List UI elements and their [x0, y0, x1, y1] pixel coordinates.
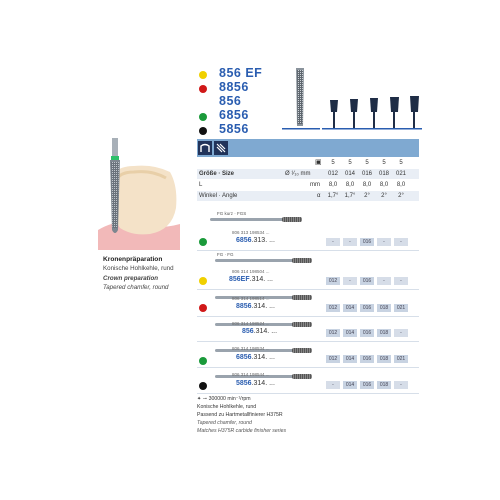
spec-cell: 2°	[381, 193, 387, 199]
order-number: 806 314 198534 ...	[232, 346, 270, 351]
spec-cell: 1,7°	[327, 193, 339, 199]
spec-cell: 8,0	[345, 182, 355, 188]
product-code-main: 6856	[236, 354, 252, 361]
shank-type-label: FG kurz · FGS	[217, 211, 247, 216]
spec-cell: 5	[382, 160, 386, 166]
size-cell: 021	[394, 355, 408, 363]
legend-item-856ef	[199, 66, 263, 82]
spec-cell: 8,0	[379, 182, 389, 188]
color-dot	[199, 127, 207, 135]
product-code-main: 856	[242, 328, 254, 335]
order-number: 806 314 198504 ...	[232, 269, 270, 274]
grit-icon	[214, 141, 228, 155]
size-cell: 016	[360, 304, 374, 312]
product-code	[236, 237, 275, 244]
size-cell: 016	[360, 355, 374, 363]
size-cell: 018	[377, 329, 391, 337]
spec-cell: 5	[348, 160, 352, 166]
speed-note	[197, 396, 251, 402]
shank-type-label: FG · FG	[217, 252, 234, 257]
spec-cell: 1,7°	[344, 193, 356, 199]
spec-cell: 5	[365, 160, 369, 166]
size-cell: 016	[360, 238, 374, 246]
size-cell: 016	[360, 329, 374, 337]
spec-cell: 018	[378, 171, 389, 177]
spec-label: Winkel · Angle	[199, 193, 238, 199]
color-dot	[199, 71, 207, 79]
spec-row-pack	[197, 158, 419, 168]
spec-unit: α	[317, 193, 321, 199]
color-dot	[199, 277, 207, 285]
spec-cell: 8,0	[396, 182, 406, 188]
desc-de-title: Kronenpräparation	[103, 256, 163, 263]
size-cell: -	[394, 238, 408, 246]
footer-de-1: Konische Hohlkehle, rund	[197, 404, 257, 410]
size-cell: 012	[326, 277, 340, 285]
footer-de-2: Passend zu Hartmetallfinierer H375R	[197, 412, 283, 418]
legend-code: 8856	[219, 80, 249, 94]
color-dot	[199, 304, 207, 312]
spec-cell: 8,0	[328, 182, 338, 188]
spec-label: Größe · Size	[199, 171, 235, 177]
row-separator	[197, 341, 419, 342]
spec-cell: 8,0	[362, 182, 372, 188]
color-dot	[199, 85, 207, 93]
color-dot	[199, 99, 207, 107]
spec-cell: 5	[331, 160, 335, 166]
color-dot	[199, 382, 207, 390]
legend-code: 6856	[219, 108, 249, 122]
spec-cell: 5	[399, 160, 403, 166]
order-number: 806 314 198524 ...	[232, 321, 270, 326]
product-code	[236, 354, 275, 361]
size-cell: 021	[394, 304, 408, 312]
legend-code: 856 EF	[219, 66, 263, 80]
spec-cell: 2°	[364, 193, 370, 199]
bur-image	[210, 218, 300, 221]
tooth-illustration	[98, 138, 180, 250]
size-cell: -	[394, 329, 408, 337]
color-dot	[199, 238, 207, 246]
row-separator	[197, 367, 419, 368]
legend-code: 5856	[219, 122, 249, 136]
spec-row-angle	[197, 191, 419, 201]
legend-item-6856	[199, 108, 249, 124]
speed-icon: ✦ ⊸	[197, 396, 208, 402]
product-code	[236, 303, 275, 310]
legend-item-8856	[199, 80, 249, 96]
size-cell: -	[394, 381, 408, 389]
product-code	[242, 328, 277, 335]
spec-label: ▣	[315, 159, 322, 166]
size-cell: -	[394, 277, 408, 285]
order-number: 806 314 198544 ...	[232, 372, 270, 377]
size-cell: -	[343, 277, 357, 285]
legend-item-5856	[199, 122, 249, 138]
order-number: 806 313 198534 ...	[232, 230, 270, 235]
shank-icon	[198, 141, 212, 155]
size-cell: -	[326, 238, 340, 246]
size-cell: -	[377, 238, 391, 246]
footer-en-2: Matches H375R carbide finisher series	[197, 428, 287, 434]
product-code	[229, 276, 273, 283]
desc-en-sub: Tapered chamfer, round	[103, 284, 169, 291]
product-code	[236, 380, 275, 387]
product-code-suffix: .314. ...	[249, 276, 273, 283]
product-code-suffix: .314. ...	[251, 354, 275, 361]
product-code-main: 8856	[236, 303, 252, 310]
product-code-suffix: .314. ...	[251, 303, 275, 310]
product-code-suffix: .314. ...	[251, 380, 275, 387]
spec-row-length	[197, 180, 419, 190]
product-code-suffix: .314. ...	[253, 328, 278, 335]
row-separator	[197, 250, 419, 251]
product-code-suffix: .313. ...	[251, 237, 275, 244]
spec-unit: mm	[310, 182, 320, 188]
size-cell: -	[377, 277, 391, 285]
size-cell: 018	[377, 381, 391, 389]
product-code-main: 856EF	[229, 276, 250, 283]
spec-cell: 021	[395, 171, 406, 177]
spec-cell: 014	[344, 171, 355, 177]
legend-item-856	[199, 94, 242, 110]
size-cell: -	[343, 238, 357, 246]
size-cell: -	[326, 381, 340, 389]
row-separator	[197, 289, 419, 290]
size-cell: 016	[360, 381, 374, 389]
size-cell: 014	[343, 304, 357, 312]
size-cell: 012	[326, 329, 340, 337]
speed-value: 300000 min⁻¹/rpm	[208, 396, 251, 402]
bur-image	[215, 259, 310, 262]
desc-de-sub: Konische Hohlkehle, rund	[103, 265, 174, 272]
spec-unit: Ø ¹⁄₁₀ mm	[285, 171, 311, 177]
size-cell: 014	[343, 355, 357, 363]
size-cell: 016	[360, 277, 374, 285]
bur-shapes-illustration	[282, 66, 422, 136]
size-cell: 012	[326, 355, 340, 363]
spec-label: L	[199, 182, 203, 188]
row-separator	[197, 393, 419, 394]
size-cell: 018	[377, 355, 391, 363]
size-cell: 014	[343, 329, 357, 337]
product-code-main: 6856	[236, 237, 252, 244]
spec-cell: 012	[327, 171, 338, 177]
spec-cell: 2°	[398, 193, 404, 199]
order-number: 806 314 198514 ...	[232, 296, 270, 301]
row-separator	[197, 316, 419, 317]
spec-header-band	[197, 139, 419, 157]
desc-en-title: Crown preparation	[103, 275, 159, 282]
color-dot	[199, 357, 207, 365]
size-cell: 018	[377, 304, 391, 312]
spec-cell: 016	[361, 171, 372, 177]
footer-en-1: Tapered chamfer, round	[197, 420, 252, 426]
product-code-main: 5856	[236, 380, 252, 387]
size-cell: 014	[343, 381, 357, 389]
legend-code: 856	[219, 94, 242, 108]
spec-row-size	[197, 169, 419, 179]
color-dot	[199, 113, 207, 121]
size-cell: 012	[326, 304, 340, 312]
